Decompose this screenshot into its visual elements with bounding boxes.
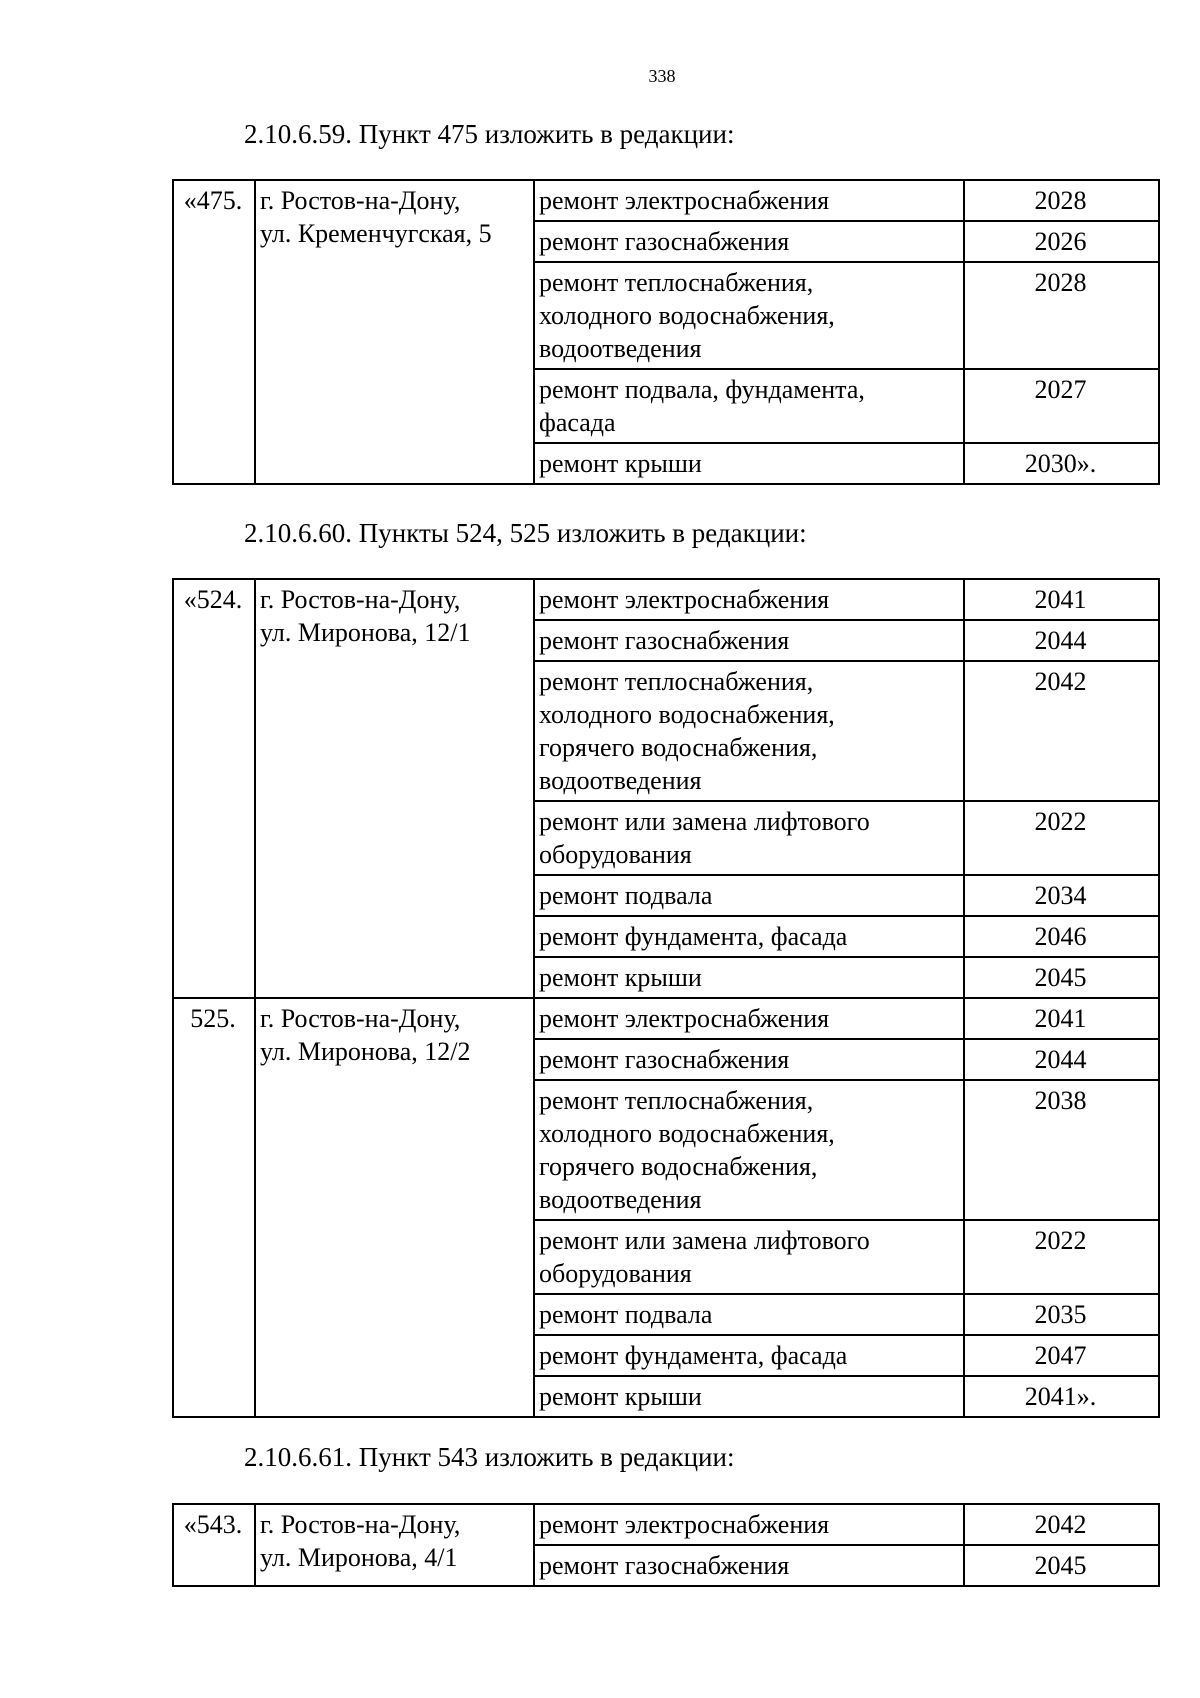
table-row: [173, 180, 1159, 221]
work-type-line: ремонт электроснабжения: [539, 186, 830, 215]
work-type: [534, 221, 964, 262]
work-type-line: ремонт подвала: [539, 881, 713, 910]
work-type: [534, 1376, 964, 1417]
work-type-line: ремонт газоснабжения: [539, 626, 790, 655]
work-type: [534, 443, 964, 484]
item-address: [255, 998, 534, 1417]
work-year: 2045: [964, 1545, 1159, 1586]
work-year: 2042: [964, 1504, 1159, 1545]
work-year: 2041: [964, 998, 1159, 1039]
item-address: [255, 180, 534, 484]
work-type: [534, 1504, 964, 1545]
address-line: ул. Кременчугская, 5: [260, 219, 492, 248]
work-type-line: ремонт крыши: [539, 449, 702, 478]
work-type-line: ремонт или замена лифтового: [539, 807, 870, 836]
work-type-line: холодного водоснабжения,: [539, 1119, 835, 1148]
work-type: [534, 1335, 964, 1376]
work-type-line: оборудования: [539, 840, 692, 869]
items-table-60: [172, 578, 1160, 1418]
section-heading-60: 2.10.6.60. Пункты 524, 525 изложить в редакции:: [244, 518, 807, 548]
table-row: [173, 998, 1159, 1039]
work-type-line: ремонт теплоснабжения,: [539, 1086, 814, 1115]
items-table-59: [172, 179, 1160, 485]
table-row: [173, 579, 1159, 620]
work-type-line: горячего водоснабжения,: [539, 1152, 818, 1181]
work-type-line: ремонт подвала: [539, 1300, 713, 1329]
work-year: 2034: [964, 875, 1159, 916]
item-address: [255, 1504, 534, 1586]
work-type-line: ремонт подвала, фундамента,: [539, 375, 865, 404]
items-table-61: [172, 1503, 1160, 1587]
work-type: [534, 957, 964, 998]
address-line: г. Ростов-на-Дону,: [260, 1510, 461, 1539]
work-year: 2030».: [964, 443, 1159, 484]
work-type-line: ремонт электроснабжения: [539, 1510, 830, 1539]
work-type-line: водоотведения: [539, 1185, 702, 1214]
page-number: 338: [648, 66, 676, 86]
work-type-line: оборудования: [539, 1259, 692, 1288]
address-line: ул. Миронова, 12/2: [260, 1037, 471, 1066]
work-type-line: ремонт крыши: [539, 1382, 702, 1411]
work-type: [534, 1220, 964, 1294]
item-number: «524.: [173, 579, 255, 998]
work-type: [534, 1080, 964, 1220]
work-type-line: ремонт электроснабжения: [539, 1004, 830, 1033]
work-type: [534, 998, 964, 1039]
work-type: [534, 801, 964, 875]
work-year: 2042: [964, 661, 1159, 801]
address-line: ул. Миронова, 4/1: [260, 1543, 458, 1572]
work-year: 2038: [964, 1080, 1159, 1220]
item-address: [255, 579, 534, 998]
work-year: 2041: [964, 579, 1159, 620]
address-line: ул. Миронова, 12/1: [260, 618, 471, 647]
address-line: г. Ростов-на-Дону,: [260, 186, 461, 215]
work-year: 2027: [964, 369, 1159, 443]
work-type-line: водоотведения: [539, 334, 702, 363]
work-type: [534, 875, 964, 916]
work-type-line: ремонт теплоснабжения,: [539, 268, 814, 297]
item-number: «543.: [173, 1504, 255, 1586]
work-type-line: ремонт фундамента, фасада: [539, 922, 848, 951]
work-type: [534, 180, 964, 221]
work-type: [534, 1039, 964, 1080]
work-type: [534, 262, 964, 369]
item-number: 525.: [173, 998, 255, 1417]
table-row: [173, 1504, 1159, 1545]
section-heading-61: 2.10.6.61. Пункт 543 изложить в редакции:: [244, 1442, 735, 1472]
work-type: [534, 620, 964, 661]
work-type-line: ремонт фундамента, фасада: [539, 1341, 848, 1370]
work-year: 2028: [964, 262, 1159, 369]
work-type-line: ремонт газоснабжения: [539, 1045, 790, 1074]
work-year: 2035: [964, 1294, 1159, 1335]
work-type: [534, 369, 964, 443]
work-type: [534, 579, 964, 620]
work-year: 2047: [964, 1335, 1159, 1376]
work-year: 2026: [964, 221, 1159, 262]
work-type-line: ремонт крыши: [539, 963, 702, 992]
work-type-line: ремонт или замена лифтового: [539, 1226, 870, 1255]
work-type: [534, 1294, 964, 1335]
work-type-line: ремонт газоснабжения: [539, 227, 790, 256]
work-type-line: водоотведения: [539, 766, 702, 795]
work-year: 2022: [964, 1220, 1159, 1294]
work-type: [534, 916, 964, 957]
work-year: 2045: [964, 957, 1159, 998]
work-year: 2028: [964, 180, 1159, 221]
work-type-line: горячего водоснабжения,: [539, 733, 818, 762]
work-type: [534, 1545, 964, 1586]
work-type-line: ремонт газоснабжения: [539, 1551, 790, 1580]
item-number: «475.: [173, 180, 255, 484]
work-type: [534, 661, 964, 801]
work-year: 2044: [964, 620, 1159, 661]
work-year: 2046: [964, 916, 1159, 957]
work-year: 2044: [964, 1039, 1159, 1080]
work-year: 2022: [964, 801, 1159, 875]
address-line: г. Ростов-на-Дону,: [260, 1004, 461, 1033]
work-year: 2041».: [964, 1376, 1159, 1417]
work-type-line: ремонт теплоснабжения,: [539, 667, 814, 696]
section-heading-59: 2.10.6.59. Пункт 475 изложить в редакции:: [244, 119, 735, 149]
work-type-line: фасада: [539, 408, 616, 437]
address-line: г. Ростов-на-Дону,: [260, 585, 461, 614]
work-type-line: ремонт электроснабжения: [539, 585, 830, 614]
work-type-line: холодного водоснабжения,: [539, 301, 835, 330]
work-type-line: холодного водоснабжения,: [539, 700, 835, 729]
